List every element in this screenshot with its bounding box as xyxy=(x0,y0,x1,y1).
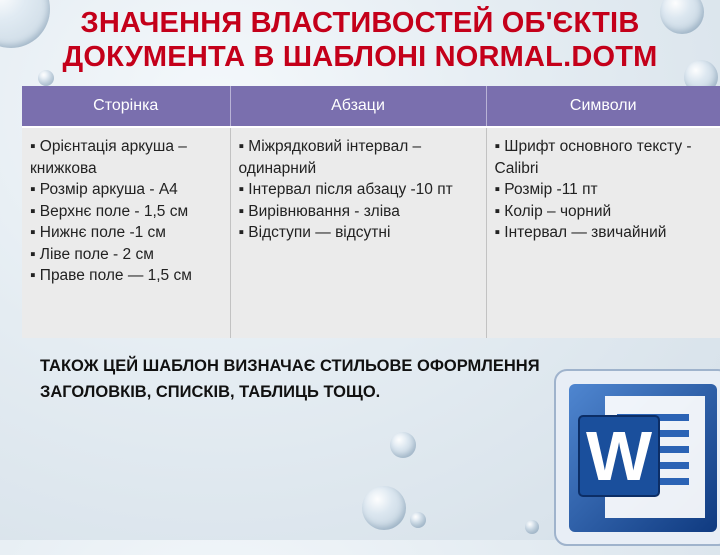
slide-title xyxy=(30,6,690,74)
slide-title-line-1: ЗНАЧЕННЯ ВЛАСТИВОСТЕЙ ОБ'ЄКТІВ xyxy=(80,7,640,39)
list-item: ▪ Відступи — відсутні xyxy=(238,224,391,241)
header-paragraphs: Абзаци xyxy=(230,86,486,127)
list-item: ▪ Розмір -11 пт xyxy=(494,181,598,198)
table-row xyxy=(22,127,720,338)
header-page: Сторінка xyxy=(22,86,230,127)
list-item: ▪ Колір – чорний xyxy=(494,202,612,220)
list-item: ▪ Міжрядковий інтервал – одинарний xyxy=(238,138,422,177)
character-properties-cell xyxy=(486,127,720,338)
template-note-line-2: ЗАГОЛОВКІВ, СПИСКІВ, ТАБЛИЦЬ ТОЩО. xyxy=(40,383,381,401)
list-item: ▪ Інтервал — звичайний xyxy=(494,224,667,241)
list-item: ▪ Верхнє поле - 1,5 см xyxy=(30,202,189,220)
bubble-decoration xyxy=(362,486,406,530)
bubble-decoration xyxy=(410,512,426,528)
list-item: ▪ Праве поле — 1,5 см xyxy=(30,267,192,284)
list-item: ▪ Інтервал після абзацу -10 пт xyxy=(238,181,453,198)
paragraph-properties-cell xyxy=(230,127,486,338)
slide-title-line-2: ДОКУМЕНТА В ШАБЛОНІ NORMAL.DOTM xyxy=(62,41,658,73)
list-item: ▪ Розмір аркуша - А4 xyxy=(30,181,178,198)
bubble-decoration xyxy=(390,432,416,458)
bubble-decoration xyxy=(525,520,539,534)
header-characters: Символи xyxy=(486,86,720,127)
list-item: ▪ Вирівнювання - зліва xyxy=(238,202,400,220)
list-item: ▪ Орієнтація аркуша – книжкова xyxy=(30,138,187,177)
table-header-row xyxy=(22,86,720,127)
list-item: ▪ Нижнє поле -1 см xyxy=(30,224,166,241)
template-note-line-1: ТАКОЖ ЦЕЙ ШАБЛОН ВИЗНАЧАЄ СТИЛЬОВЕ ОФОРМЛЕННЯ xyxy=(40,357,540,375)
word-logo-icon xyxy=(545,360,720,550)
page-properties-cell xyxy=(22,127,230,338)
word-logo-letter: W xyxy=(585,417,653,495)
list-item: ▪ Ліве поле - 2 см xyxy=(30,245,154,263)
properties-table xyxy=(22,86,720,338)
list-item: ▪ Шрифт основного тексту - Calibri xyxy=(494,138,692,177)
